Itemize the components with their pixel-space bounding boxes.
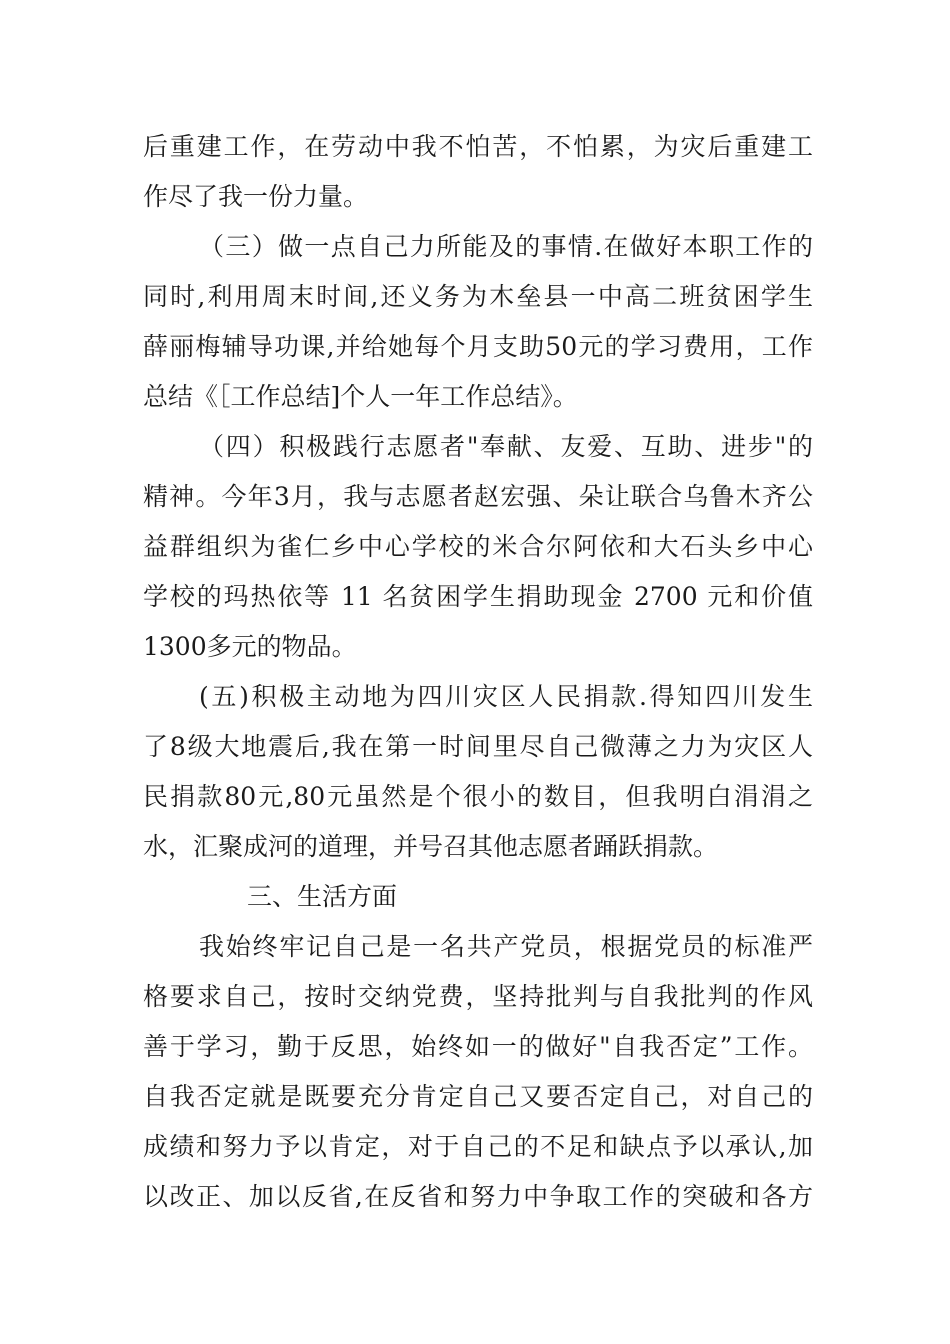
text-line: 1300多元的物品。: [143, 632, 357, 661]
text-line: 格要求自己，按时交纳党费，坚持批判与自我批判的作风: [143, 982, 813, 1011]
text-line: 善于学习，勤于反思，始终如一的做好"自我否定”工作。: [143, 1032, 813, 1061]
paragraph-item-four: [143, 422, 813, 672]
text-line: （四）积极践行志愿者"奉献、友爱、互助、进步"的: [199, 432, 813, 461]
paragraph-life-aspect: [143, 922, 813, 1222]
text-line: 成绩和努力予以肯定，对于自己的不足和缺点予以承认,加: [143, 1132, 813, 1161]
text-line: 同时,利用周末时间,还义务为木垒县一中高二班贫困学生: [143, 282, 813, 311]
text-line: 益群组织为雀仁乡中心学校的米合尔阿依和大石头乡中心: [143, 532, 813, 561]
text-line: （三）做一点自己力所能及的事情.在做好本职工作的: [199, 232, 813, 261]
text-line: 水，汇聚成河的道理，并号召其他志愿者踊跃捐款。: [143, 832, 719, 861]
text-line: (五)积极主动地为四川灾区人民捐款.得知四川发生: [199, 682, 813, 711]
text-line: 后重建工作，在劳动中我不怕苦，不怕累，为灾后重建工: [143, 132, 813, 161]
text-line: 薛丽梅辅导功课,并给她每个月支助50元的学习费用，工作: [143, 332, 813, 361]
text-line: 学校的玛热依等 11 名贫困学生捐助现金 2700 元和价值: [143, 582, 813, 611]
text-line: 我始终牢记自己是一名共产党员，根据党员的标准严: [199, 932, 813, 961]
text-line: 自我否定就是既要充分肯定自己又要否定自己，对自己的: [143, 1082, 813, 1111]
text-line: 民捐款80元,80元虽然是个很小的数目，但我明白涓涓之: [143, 782, 813, 811]
paragraph-item-five: [143, 672, 813, 872]
paragraph-item-three: [143, 222, 813, 422]
text-line: 了8级大地震后,我在第一时间里尽自己微薄之力为灾区人: [143, 732, 813, 761]
section-heading: 三、生活方面: [247, 882, 398, 911]
paragraph-rebuild-work: [143, 122, 813, 222]
document-body: [143, 122, 813, 1222]
text-line: 总结《［工作总结]个人一年工作总结》。: [143, 382, 578, 411]
text-line: 作尽了我一份力量。: [143, 182, 369, 211]
text-line: 以改正、加以反省,在反省和努力中争取工作的突破和各方: [143, 1182, 813, 1211]
text-line: 精神。今年3月，我与志愿者赵宏强、朵让联合乌鲁木齐公: [143, 482, 813, 511]
